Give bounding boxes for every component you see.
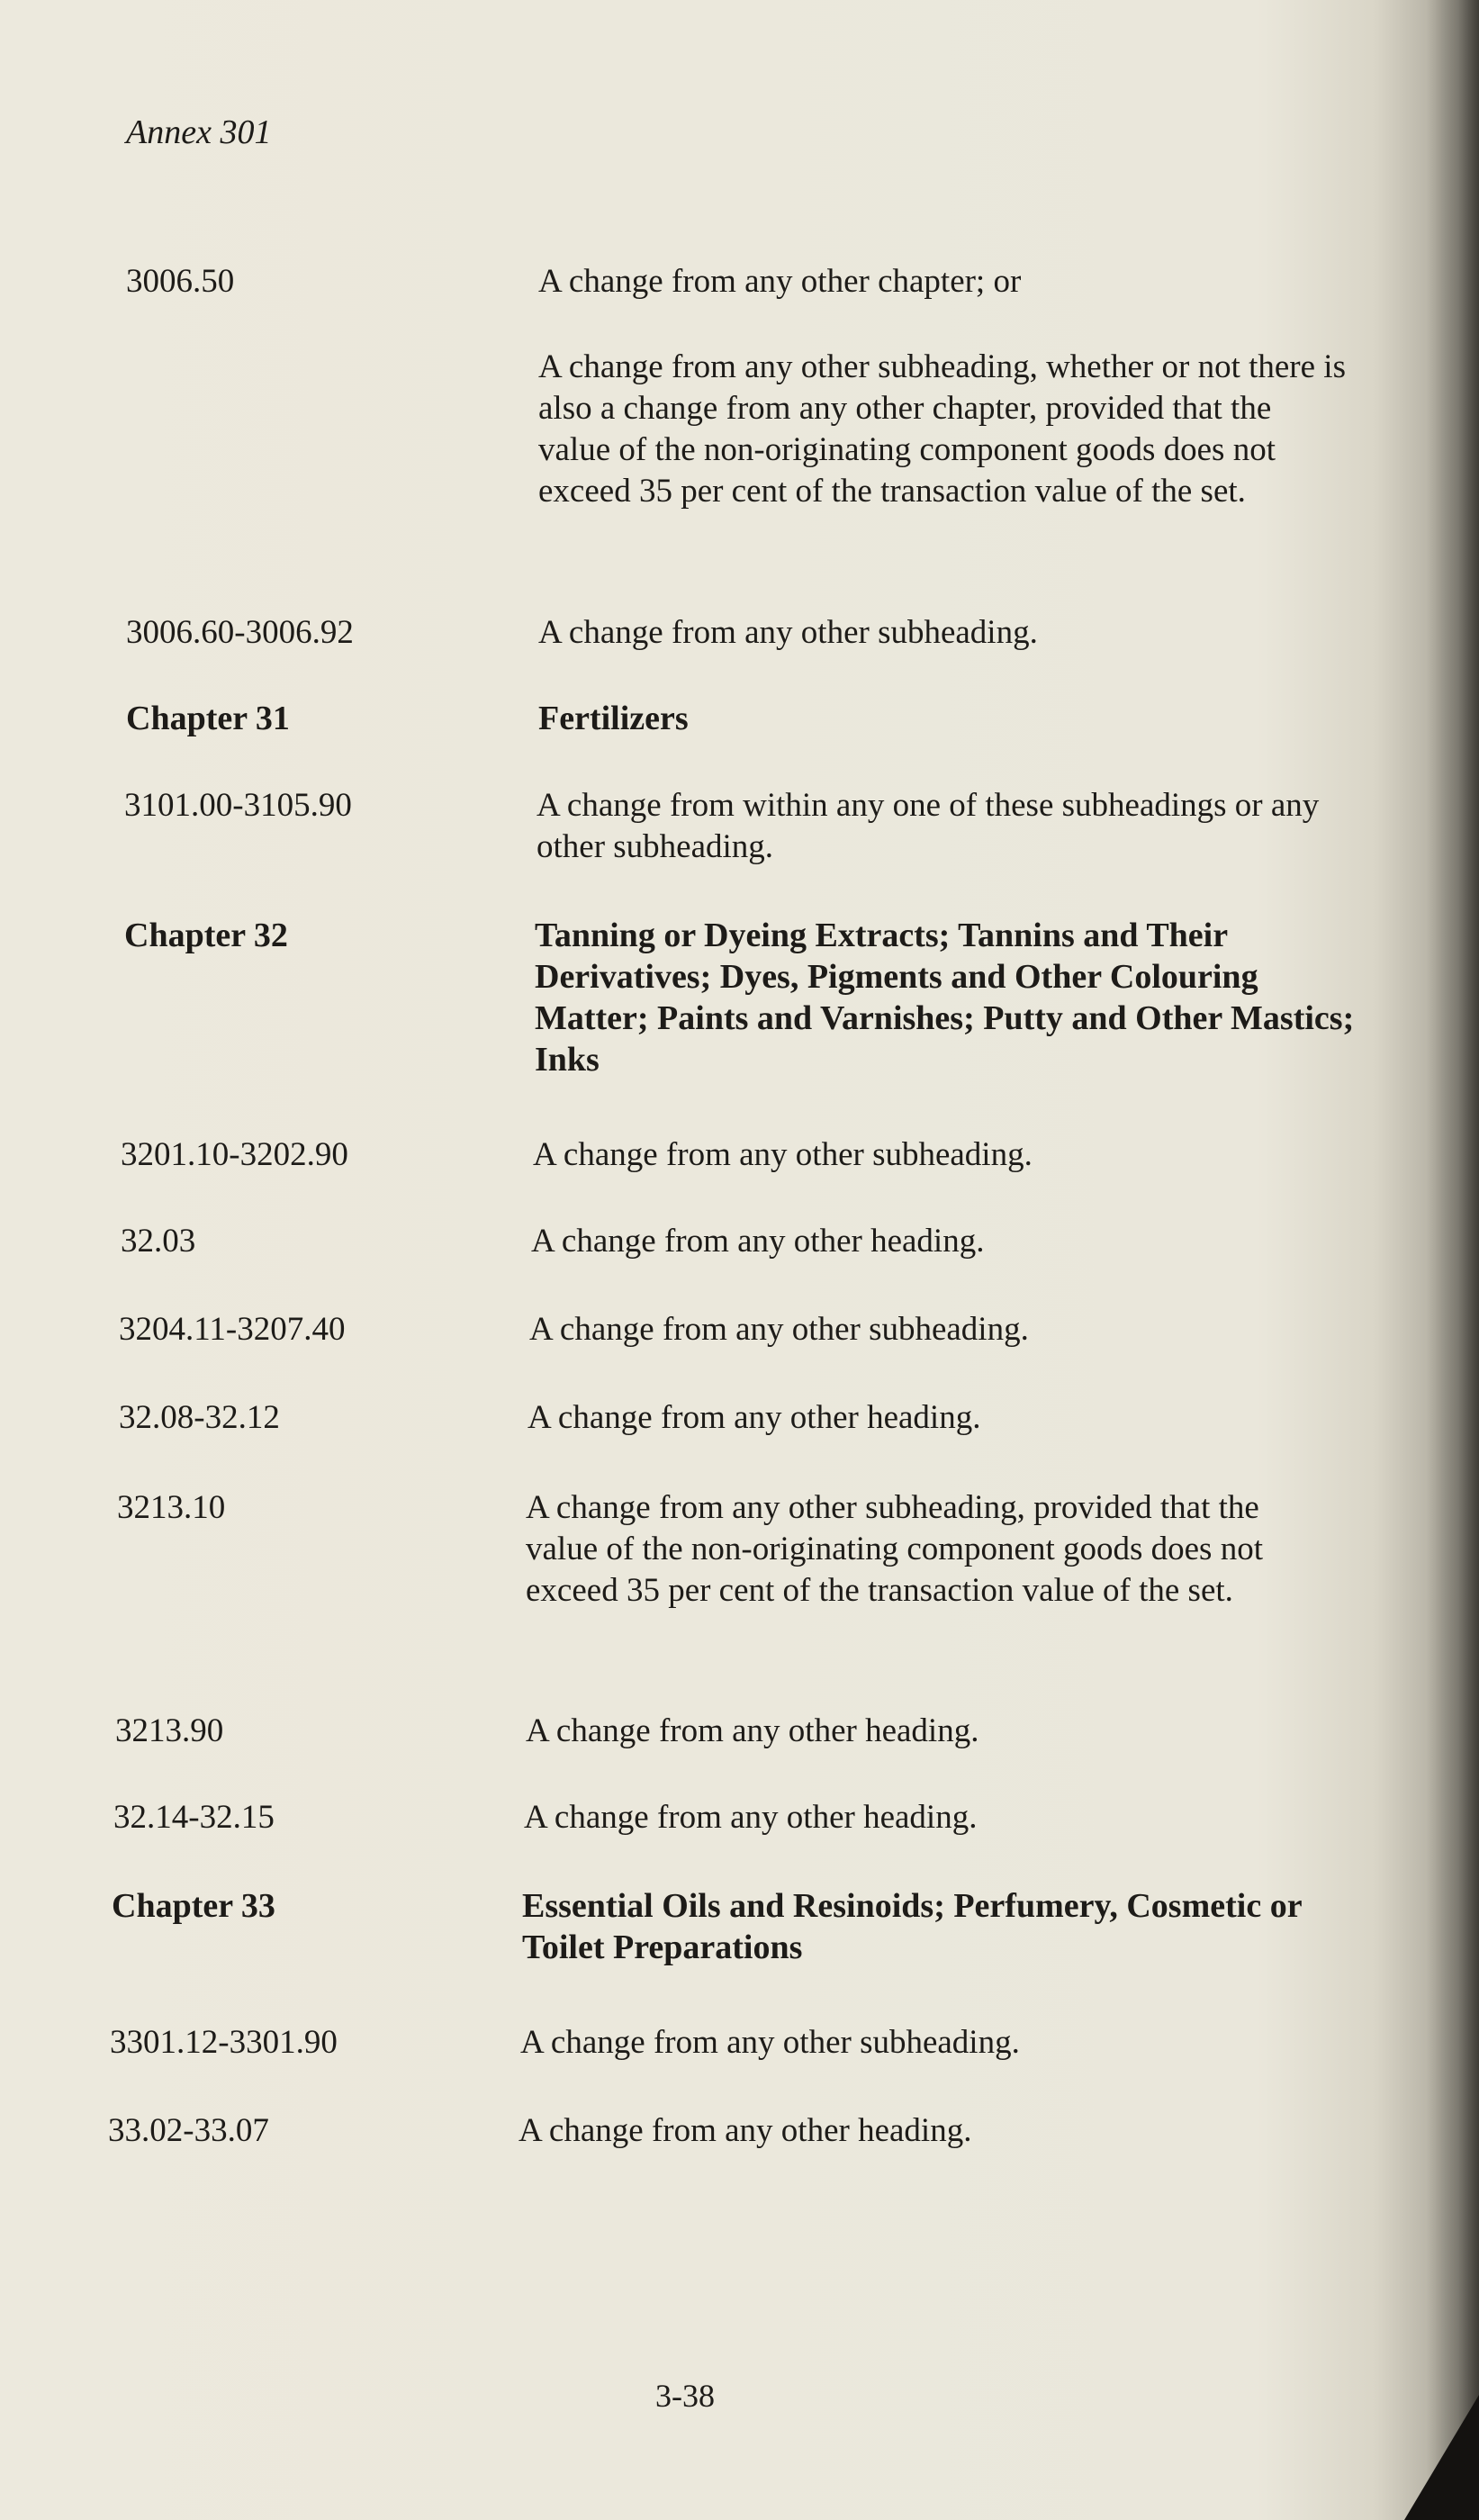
rule-text: A change from any other subheading. [538, 614, 1038, 651]
tariff-code: 3006.60-3006.92 [126, 614, 354, 651]
rule-text: A change from any other chapter; or [538, 263, 1022, 300]
rule-text: A change from any other subheading, whether or not there is also a change from any other chapter, provided that the value of the non-originating component goods does not exceed 35 per cent of the transaction value of the set. [538, 348, 1346, 510]
tariff-code: 3213.90 [115, 1712, 224, 1749]
chapter-title: Essential Oils and Resinoids; Perfumery, Cosmetic or Toilet Preparations [522, 1887, 1302, 1966]
rule-text: A change from any other heading. [519, 2112, 972, 2149]
tariff-code: 32.08-32.12 [119, 1399, 280, 1436]
chapter-heading: Chapter 31 [126, 700, 290, 737]
rule-text: A change from any other subheading. [533, 1136, 1033, 1173]
tariff-code: 33.02-33.07 [108, 2112, 269, 2149]
rule-text: A change from any other subheading, provided that the value of the non-originating component goods does not exceed 35 per cent of the transaction value of the set. [526, 1489, 1263, 1609]
rule-text: A change from within any one of these subheadings or any other subheading. [537, 787, 1320, 865]
page-number: 3-38 [655, 2378, 715, 2414]
rule-text: A change from any other heading. [526, 1712, 979, 1749]
rule-text: A change from any other heading. [528, 1399, 981, 1436]
tariff-code: 3101.00-3105.90 [124, 787, 352, 824]
tariff-code: 3201.10-3202.90 [121, 1136, 348, 1173]
tariff-code: 3006.50 [126, 263, 235, 300]
rule-text: A change from any other heading. [524, 1799, 978, 1836]
tariff-code: 32.14-32.15 [113, 1799, 275, 1836]
running-header: Annex 301 [126, 113, 272, 151]
tariff-code: 3204.11-3207.40 [119, 1311, 346, 1348]
tariff-code: 3301.12-3301.90 [110, 2024, 338, 2061]
chapter-heading: Chapter 32 [124, 917, 288, 954]
chapter-title: Fertilizers [538, 700, 689, 737]
tariff-code: 3213.10 [117, 1489, 226, 1526]
rule-text: A change from any other subheading. [520, 2024, 1020, 2061]
tariff-code: 32.03 [121, 1223, 196, 1260]
rule-text: A change from any other heading. [531, 1223, 985, 1260]
chapter-title: Tanning or Dyeing Extracts; Tannins and Their Derivatives; Dyes, Pigments and Other Colouring Matter; Paints and Varnishes; Putty and Other Mastics; Inks [535, 917, 1355, 1079]
rule-text: A change from any other subheading. [529, 1311, 1029, 1348]
chapter-heading: Chapter 33 [112, 1887, 275, 1925]
